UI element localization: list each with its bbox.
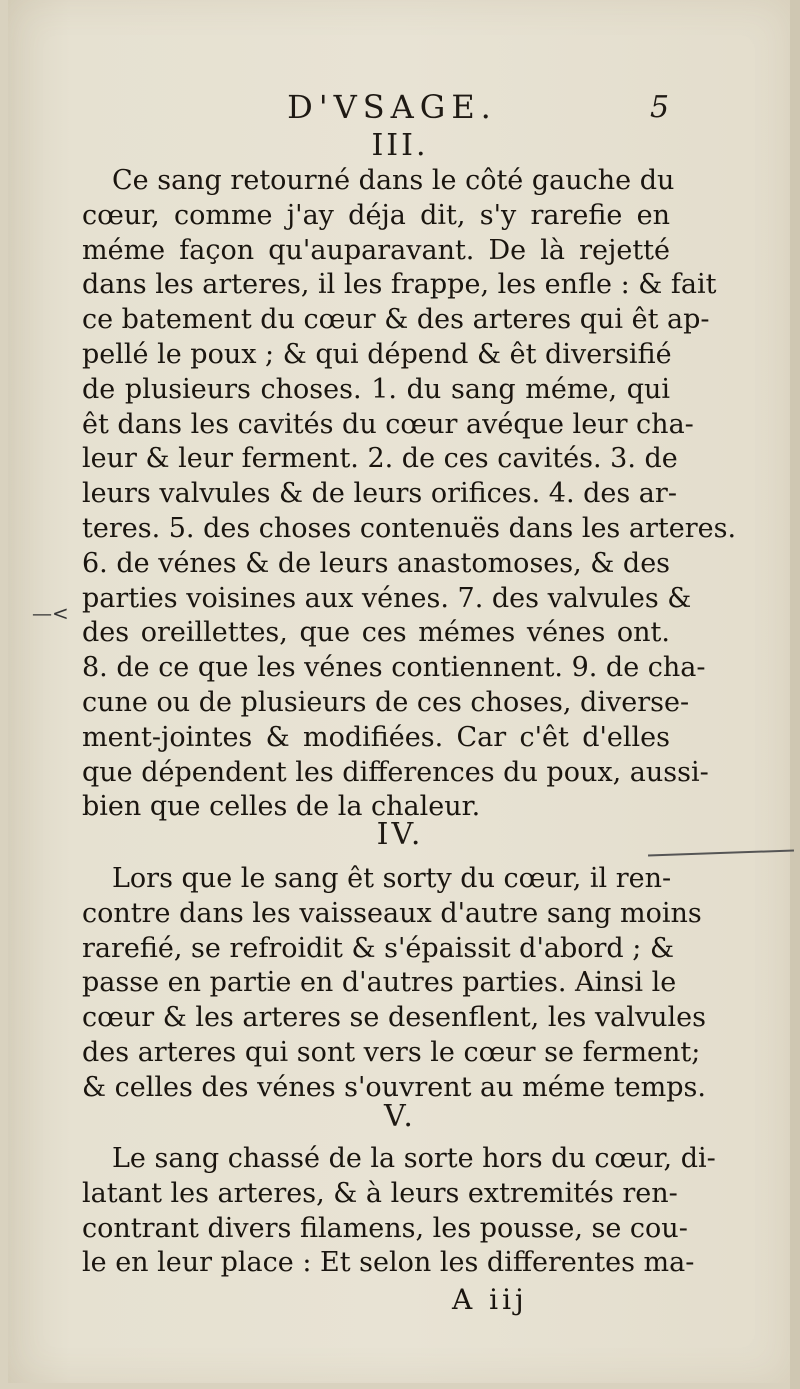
text-line: que dépendent les differences du poux, aussi-: [82, 756, 709, 788]
text-line: parties voisines aux vénes. 7. des valvules &: [82, 582, 692, 614]
text-line: pellé le poux ; & qui dépend & êt diversifié: [82, 339, 672, 370]
text-line: de plusieurs choses. 1. du sang méme, qui: [82, 373, 670, 405]
signature-mark: A iij: [452, 1283, 528, 1316]
text-line: contre dans les vaisseaux d'autre sang moins: [82, 897, 702, 929]
text-line: Lors que le sang êt sorty du cœur, il ren-: [112, 863, 672, 894]
margin-mark: —<: [32, 601, 69, 625]
page-number: 5: [650, 90, 670, 125]
text-line: cœur & les arteres se desenflent, les valvules: [82, 1002, 706, 1034]
section-numeral: III.: [371, 128, 429, 163]
section-numeral: V.: [384, 1099, 416, 1134]
text-line: des oreillettes, que ces mémes vénes ont.: [82, 617, 670, 649]
text-line: Le sang chassé de la sorte hors du cœur, di-: [112, 1143, 716, 1174]
text-line: le en leur place : Et selon les differentes ma-: [82, 1247, 695, 1279]
text-line: Ce sang retourné dans le côté gauche du: [112, 165, 675, 196]
text-line: dans les arteres, il les frappe, les enfle : & fait: [82, 269, 717, 301]
page-edge: [790, 0, 800, 1389]
text-line: ce batement du cœur & des arteres qui êt ap-: [82, 304, 710, 336]
text-line: 6. de vénes & de leurs anastomoses, & des: [82, 547, 671, 579]
text-line: ment-jointes & modifiées. Car c'êt d'elles: [82, 721, 670, 753]
text-line: teres. 5. des choses contenuës dans les arteres.: [82, 513, 737, 544]
text-line: méme façon qu'auparavant. De là rejetté: [82, 234, 670, 266]
text-line: des arteres qui sont vers le cœur se ferment;: [82, 1037, 701, 1068]
text-line: êt dans les cavités du cœur avéque leur cha-: [82, 408, 694, 440]
text-line: leurs valvules & de leurs orifices. 4. des ar-: [82, 478, 677, 510]
text-line: bien que celles de la chaleur.: [82, 791, 481, 823]
text-line: cune ou de plusieurs de ces choses, diverse-: [82, 687, 690, 718]
text-line: latant les arteres, & à leurs extremités ren-: [82, 1177, 678, 1209]
text-line: 8. de ce que les vénes contiennent. 9. de cha-: [82, 652, 706, 684]
running-head: D'VSAGE.: [287, 88, 497, 126]
text-line: contrant divers filamens, les pousse, se cou-: [82, 1212, 688, 1244]
page-header: [0, 88, 800, 132]
section-numeral: IV.: [376, 817, 424, 852]
text-line: & celles des vénes s'ouvrent au méme temps.: [82, 1071, 706, 1103]
text-line: rarefié, se refroidit & s'épaissit d'abord ; &: [82, 932, 674, 964]
text-line: leur & leur ferment. 2. de ces cavités. 3. de: [82, 443, 678, 475]
text-line: passe en partie en d'autres parties. Ainsi le: [82, 967, 677, 999]
text-line: cœur, comme j'ay déja dit, s'y rarefie en: [82, 199, 670, 231]
